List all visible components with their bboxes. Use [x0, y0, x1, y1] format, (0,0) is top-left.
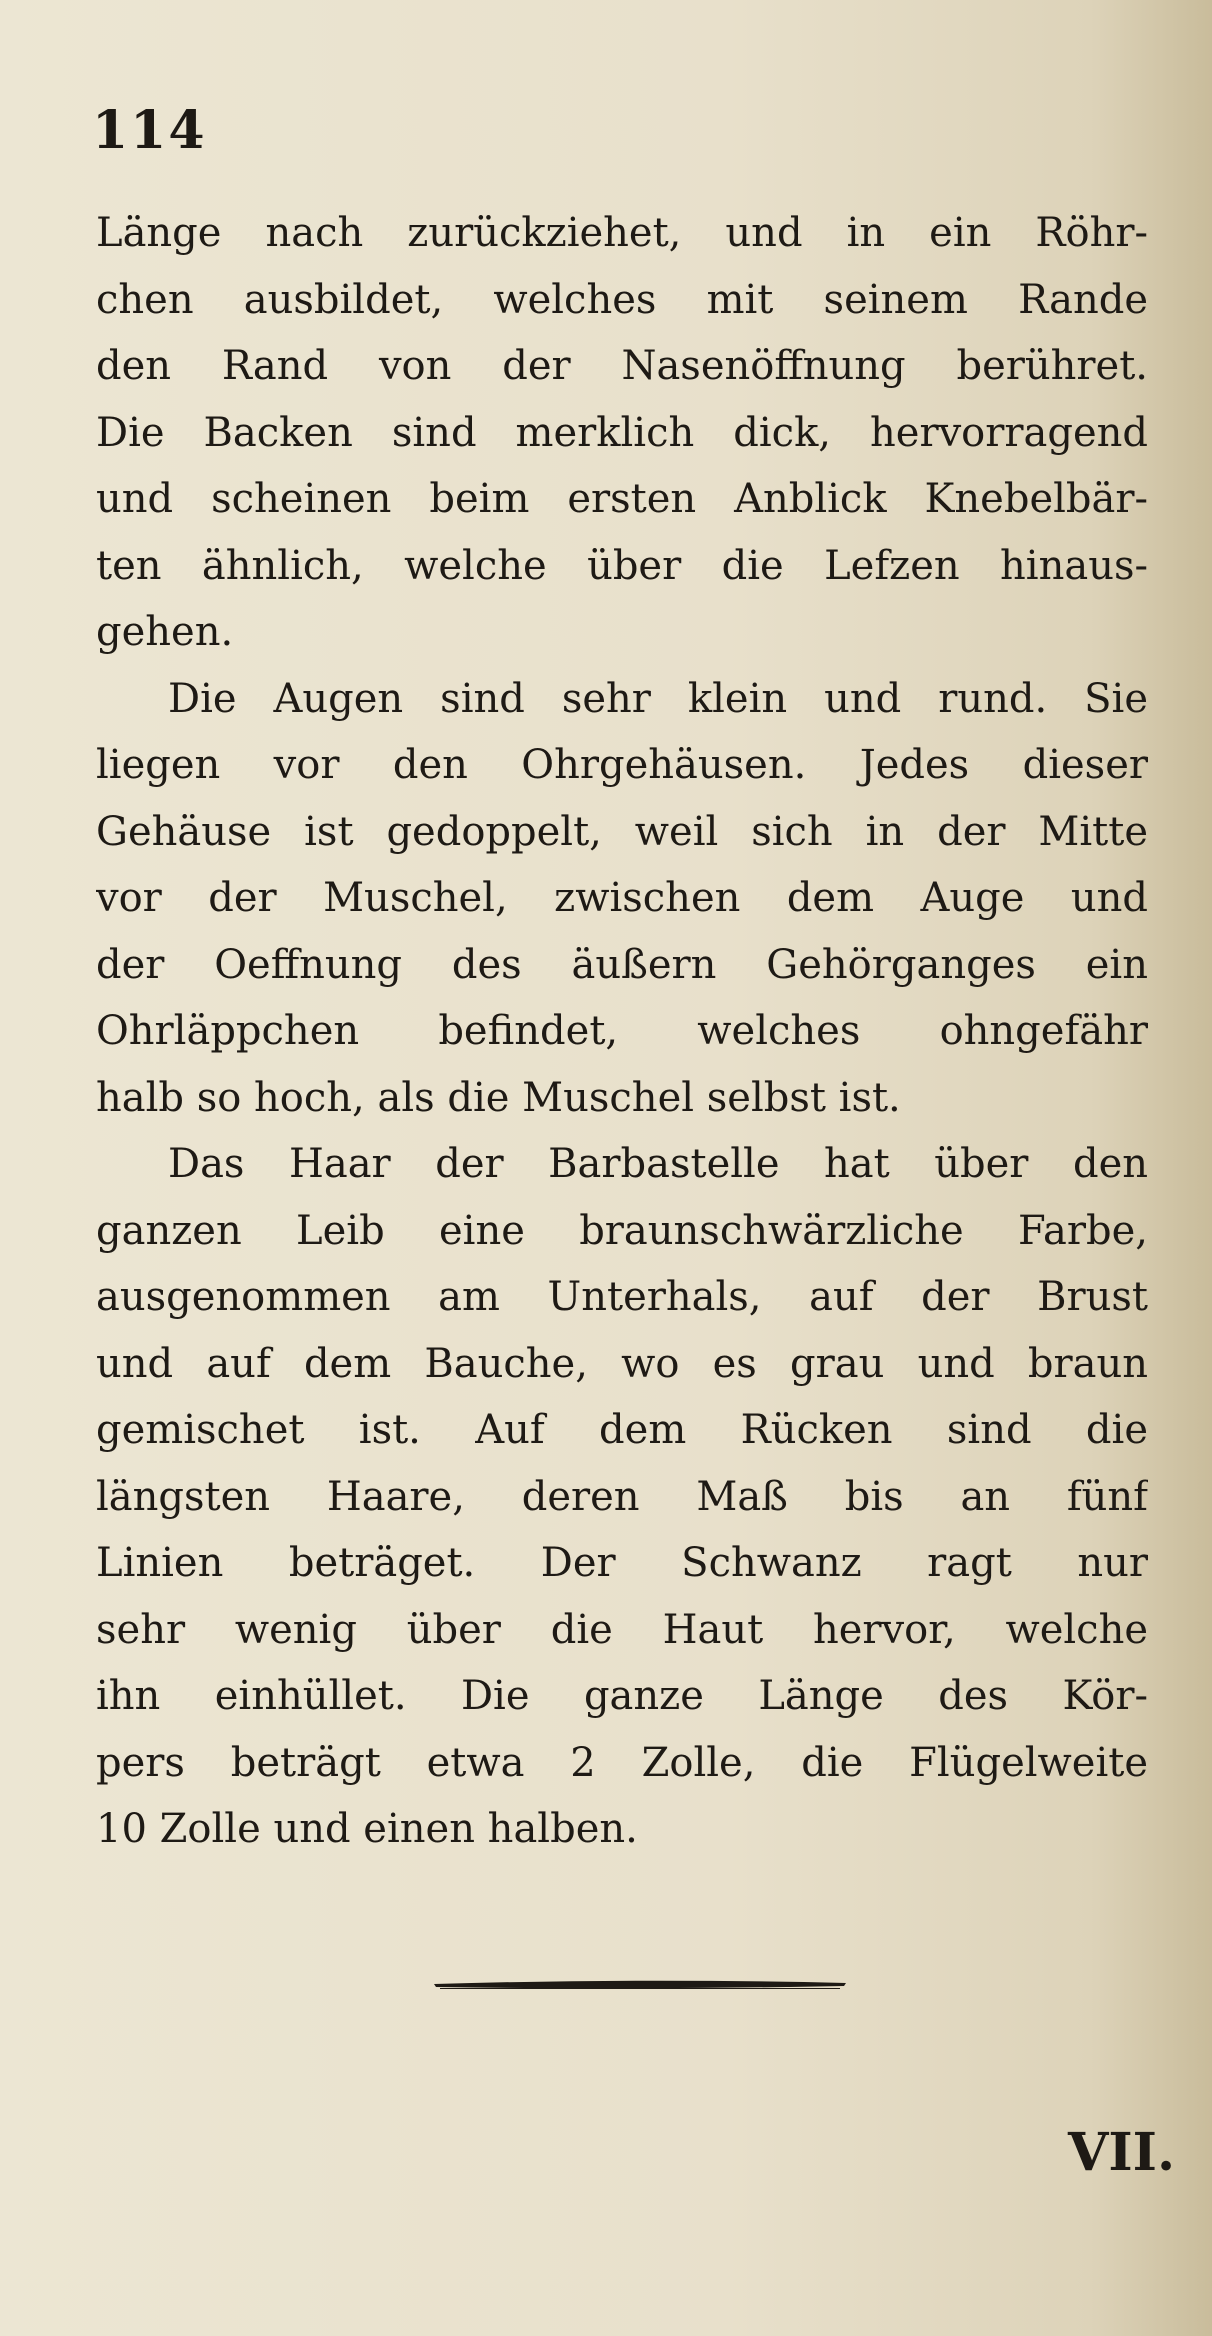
- paragraph-1: [96, 200, 1148, 666]
- text-line: 10 Zolle und einen halben.: [96, 1806, 638, 1852]
- section-divider-rule: [430, 1978, 850, 1990]
- text-line: vor der Muschel, zwischen dem Auge und: [96, 875, 1148, 921]
- text-line: und scheinen beim ersten Anblick Knebelbär-: [96, 476, 1148, 522]
- text-line: pers beträgt etwa 2 Zolle, die Flügelweite: [96, 1739, 1148, 1786]
- text-line: und auf dem Bauche, wo es grau und braun: [96, 1340, 1148, 1387]
- text-line: gemischet ist. Auf dem Rücken sind die: [96, 1407, 1148, 1453]
- text-line: ten ähnlich, welche über die Lefzen hinaus-: [96, 542, 1148, 589]
- text-line: Die Augen sind sehr klein und rund. Sie: [168, 675, 1148, 722]
- signature-mark: VII.: [1068, 2122, 1176, 2183]
- text-line: gehen.: [96, 609, 234, 655]
- text-line: längsten Haare, deren Maß bis an fünf: [96, 1473, 1148, 1520]
- text-line: ihn einhüllet. Die ganze Länge des Kör-: [96, 1673, 1148, 1719]
- text-line: Gehäuse ist gedoppelt, weil sich in der Mitte: [96, 808, 1148, 855]
- text-line: den Rand von der Nasenöffnung berühret.: [96, 343, 1148, 389]
- body-text: [96, 200, 1148, 1863]
- text-line: Länge nach zurückziehet, und in ein Röhr-: [96, 210, 1148, 256]
- page-number: 114: [92, 100, 207, 161]
- text-line: ganzen Leib eine braunschwärzliche Farbe,: [96, 1207, 1148, 1254]
- text-line: Linien beträget. Der Schwanz ragt nur: [96, 1540, 1148, 1586]
- text-line: Das Haar der Barbastelle hat über den: [168, 1141, 1148, 1187]
- text-line: Die Backen sind merklich dick, hervorragend: [96, 409, 1148, 456]
- paragraph-2: [96, 666, 1148, 1132]
- text-line: halb so hoch, als die Muschel selbst ist.: [96, 1074, 901, 1121]
- text-line: der Oeffnung des äußern Gehörganges ein: [96, 941, 1148, 988]
- text-line: Ohrläppchen befindet, welches ohngefähr: [96, 1008, 1148, 1054]
- paragraph-3: [96, 1131, 1148, 1863]
- text-line: chen ausbildet, welches mit seinem Rande: [96, 276, 1148, 323]
- text-line: ausgenommen am Unterhals, auf der Brust: [96, 1274, 1148, 1320]
- text-line: liegen vor den Ohrgehäusen. Jedes dieser: [96, 742, 1148, 788]
- text-line: sehr wenig über die Haut hervor, welche: [96, 1606, 1148, 1653]
